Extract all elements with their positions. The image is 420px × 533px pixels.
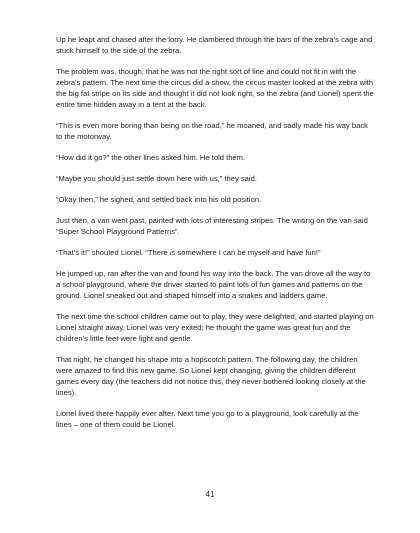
paragraph-10: That night, he changed his shape into a hopscotch pattern. The following day, the children were amazed to find this new game. So Lionel kept changing, giving the children different games every day (the teachers did not notice this, they never bothered looking closely at the lines). bbox=[56, 355, 366, 397]
paragraph-9: The next time the school children came out to play, they were delighted, and started playing on Lionel straight away. Lionel was very exited; he thought the game was great fun and the children’s little feet were light and gentle. bbox=[56, 312, 374, 343]
shout-text-after: somewhere I can be myself and have fun!” bbox=[175, 248, 321, 257]
paragraph-8: He jumped up, ran after the van and found his way into the back. The van drove all the way to a school playground, where the driver started to paint lots of fun games and patterns on the ground. Lionel sneaked out and shaped himself into a snakes and ladders game. bbox=[56, 269, 371, 300]
shout-text-before: “That’s it!” shouted Lionel. “There bbox=[56, 248, 170, 257]
paragraph-shout bbox=[56, 247, 374, 258]
paragraph-2: The problem was, though, that he was not the right sort of line and could not fit in with the zebra’s pattern. The next time the circus did a show, the circus master looked at the zebra with the big fat stripe on its side and thought it did not look right, so the zebra (and Lionel) spent the entire time hidden away in a tent at the back. bbox=[56, 67, 374, 109]
paragraph-4: “How did it go?” the other lines asked him. He told them. bbox=[56, 153, 246, 162]
paragraph-3: “This is even more boring than being on the road,” he moaned, and sadly made his way back to the motorway. bbox=[56, 121, 368, 141]
paragraph-7: Just then, a van went past, painted with lots of interesting stripes. The writing on the van said “Super School Playground Patterns”. bbox=[56, 216, 368, 236]
paragraph-1: Up he leapt and chased after the lorry. He clambered through the bars of the zebra’s cage and stuck himself to the side of the zebra. bbox=[56, 35, 373, 55]
story-text bbox=[56, 34, 374, 440]
paragraph-5: “Maybe you should just settle down here with us,” they said. bbox=[56, 174, 257, 183]
paragraph-6: “Okay then,” he sighed, and settled back into his old position. bbox=[56, 195, 262, 204]
shout-emphasis: is bbox=[169, 248, 176, 257]
paragraph-11: Lionel lived there happily ever after. Next time you go to a playground, look carefully at the lines – one of them could be Lionel. bbox=[56, 409, 359, 429]
page-number: 41 bbox=[205, 490, 215, 499]
